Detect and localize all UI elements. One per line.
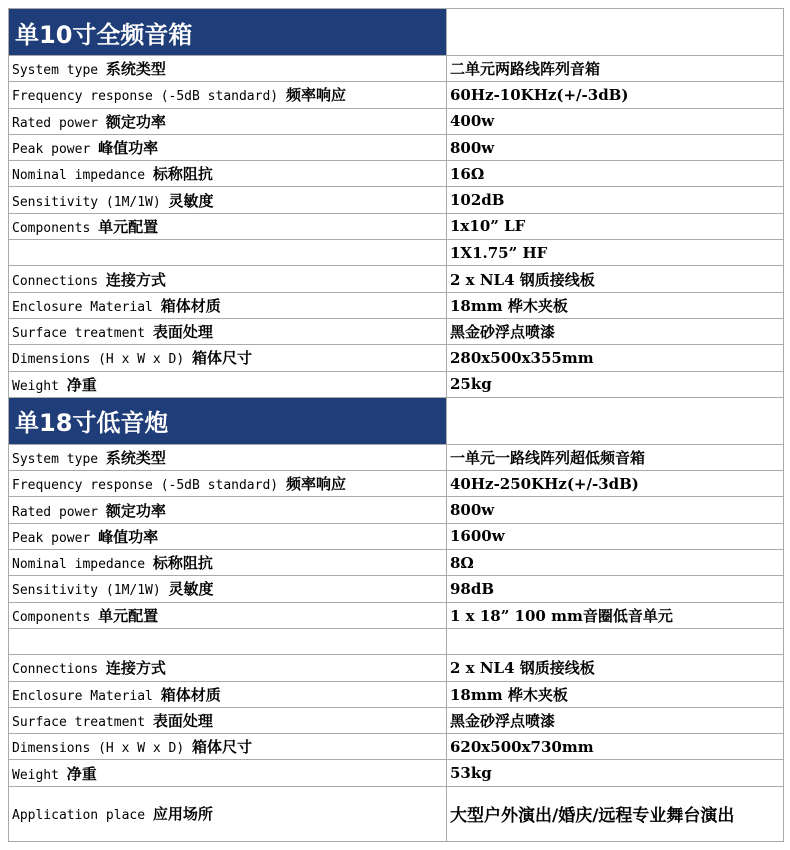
spec-label-cn: 标称阻抗 bbox=[152, 165, 213, 184]
spec-label-cn: 连接方式 bbox=[105, 659, 166, 678]
spec-row bbox=[9, 471, 784, 497]
spec-row bbox=[9, 56, 784, 82]
spec-label-cn: 系统类型 bbox=[105, 449, 166, 467]
spec-value: 98dB bbox=[447, 576, 784, 602]
spec-value: 620x500x730mm bbox=[447, 734, 784, 760]
spec-row bbox=[9, 655, 784, 681]
spec-row bbox=[9, 82, 784, 108]
spec-row bbox=[9, 497, 784, 523]
spec-label-cn: 应用场所 bbox=[152, 805, 213, 824]
spec-value bbox=[447, 628, 784, 654]
spec-label-en: Surface treatment bbox=[12, 714, 153, 730]
spec-label-cn: 表面处理 bbox=[152, 323, 213, 342]
section-title: 单10寸全频音箱 bbox=[9, 9, 447, 56]
spec-row bbox=[9, 786, 784, 841]
spec-label-en: Frequency response (-5dB standard) bbox=[12, 89, 286, 105]
spec-value: 18mm 桦木夹板 bbox=[447, 292, 784, 318]
spec-label-cn: 表面处理 bbox=[152, 711, 213, 730]
spec-row bbox=[9, 187, 784, 213]
spec-row bbox=[9, 292, 784, 318]
spec-row bbox=[9, 318, 784, 344]
spec-label bbox=[9, 108, 447, 134]
spec-label bbox=[9, 681, 447, 707]
spec-row bbox=[9, 213, 784, 239]
spec-label-en: Components bbox=[12, 609, 99, 625]
spec-value: 黑金砂浮点喷漆 bbox=[447, 707, 784, 733]
spec-label-en: Rated power bbox=[12, 504, 106, 520]
spec-row bbox=[9, 371, 784, 397]
spec-label-en: Enclosure Material bbox=[12, 299, 161, 315]
spec-label bbox=[9, 523, 447, 549]
spec-row bbox=[9, 161, 784, 187]
spec-row bbox=[9, 550, 784, 576]
spec-value: 1600w bbox=[447, 523, 784, 549]
spec-value: 16Ω bbox=[447, 161, 784, 187]
spec-row bbox=[9, 602, 784, 628]
spec-label bbox=[9, 576, 447, 602]
spec-label bbox=[9, 371, 447, 397]
spec-value: 1x10” LF bbox=[447, 213, 784, 239]
spec-row bbox=[9, 134, 784, 160]
spec-value: 2 x NL4 钢质接线板 bbox=[447, 266, 784, 292]
spec-value: 25kg bbox=[447, 371, 784, 397]
spec-label bbox=[9, 550, 447, 576]
spec-row bbox=[9, 760, 784, 786]
spec-label bbox=[9, 213, 447, 239]
spec-value: 一单元一路线阵列超低频音箱 bbox=[447, 444, 784, 470]
section-header-blank bbox=[447, 397, 784, 444]
spec-label bbox=[9, 707, 447, 733]
spec-label-cn: 箱体材质 bbox=[160, 296, 221, 315]
spec-label bbox=[9, 240, 447, 266]
spec-label-cn: 净重 bbox=[66, 375, 97, 394]
spec-value: 280x500x355mm bbox=[447, 345, 784, 371]
spec-label bbox=[9, 602, 447, 628]
spec-label-cn: 灵敏度 bbox=[168, 580, 214, 599]
spec-row bbox=[9, 707, 784, 733]
spec-value: 2 x NL4 钢质接线板 bbox=[447, 655, 784, 681]
spec-label-en: Weight bbox=[12, 767, 67, 783]
spec-table-body bbox=[9, 9, 784, 842]
spec-label-en: Weight bbox=[12, 378, 67, 394]
spec-value: 800w bbox=[447, 134, 784, 160]
spec-value: 60Hz-10KHz(+/-3dB) bbox=[447, 82, 784, 108]
spec-label-cn: 峰值功率 bbox=[98, 527, 159, 546]
spec-label-cn: 频率响应 bbox=[285, 475, 346, 494]
spec-label-en: Enclosure Material bbox=[12, 688, 161, 704]
spec-value: 53kg bbox=[447, 760, 784, 786]
spec-value: 黑金砂浮点喷漆 bbox=[447, 318, 784, 344]
section-header bbox=[9, 9, 784, 56]
spec-label-en: Surface treatment bbox=[12, 326, 153, 342]
spec-label bbox=[9, 345, 447, 371]
section-header-blank bbox=[447, 9, 784, 56]
spec-label-en: Sensitivity (1M/1W) bbox=[12, 583, 169, 599]
spec-label-en: Frequency response (-5dB standard) bbox=[12, 478, 286, 494]
spec-value: 40Hz-250KHz(+/-3dB) bbox=[447, 471, 784, 497]
spec-label-en: Peak power bbox=[12, 530, 99, 546]
spec-row bbox=[9, 444, 784, 470]
spec-label-cn: 箱体材质 bbox=[160, 685, 221, 704]
spec-label-cn: 额定功率 bbox=[105, 501, 166, 520]
spec-value: 1 x 18” 100 mm音圈低音单元 bbox=[447, 602, 784, 628]
spec-label-en: Rated power bbox=[12, 115, 106, 131]
spec-label bbox=[9, 187, 447, 213]
spec-label-cn: 频率响应 bbox=[285, 86, 346, 105]
spec-label-cn: 连接方式 bbox=[105, 270, 166, 289]
spec-value: 400w bbox=[447, 108, 784, 134]
spec-label-cn: 净重 bbox=[66, 764, 97, 783]
spec-label bbox=[9, 318, 447, 344]
spec-row bbox=[9, 576, 784, 602]
spec-table bbox=[8, 8, 784, 842]
spec-label bbox=[9, 734, 447, 760]
spec-label bbox=[9, 655, 447, 681]
spec-row bbox=[9, 523, 784, 549]
spec-label-cn: 峰值功率 bbox=[98, 139, 159, 158]
spec-label-en: Connections bbox=[12, 662, 106, 678]
section-header bbox=[9, 397, 784, 444]
section-title: 单18寸低音炮 bbox=[9, 397, 447, 444]
spec-value: 大型户外演出/婚庆/远程专业舞台演出 bbox=[447, 786, 784, 841]
spec-row bbox=[9, 734, 784, 760]
spec-label bbox=[9, 786, 447, 841]
spec-label bbox=[9, 266, 447, 292]
spec-label bbox=[9, 134, 447, 160]
spec-label-en: Application place bbox=[12, 808, 153, 824]
spec-label-en: Connections bbox=[12, 273, 106, 289]
spec-label-en: System type bbox=[12, 452, 106, 467]
spec-row bbox=[9, 266, 784, 292]
spec-row bbox=[9, 681, 784, 707]
spec-value: 1X1.75” HF bbox=[447, 240, 784, 266]
spec-label-cn: 系统类型 bbox=[105, 60, 166, 79]
spec-label bbox=[9, 292, 447, 318]
spec-label bbox=[9, 444, 447, 470]
spec-label-cn: 箱体尺寸 bbox=[192, 349, 253, 368]
spec-value: 二单元两路线阵列音箱 bbox=[447, 56, 784, 82]
spec-label bbox=[9, 161, 447, 187]
spec-label-en: Sensitivity (1M/1W) bbox=[12, 194, 169, 210]
spec-label-en: System type bbox=[12, 63, 106, 79]
spec-label-cn: 单元配置 bbox=[98, 606, 159, 625]
spec-row bbox=[9, 628, 784, 654]
spec-label bbox=[9, 760, 447, 786]
spec-row bbox=[9, 240, 784, 266]
spec-label-en: Components bbox=[12, 220, 99, 236]
spec-label-cn: 箱体尺寸 bbox=[192, 738, 253, 757]
spec-label-en: Dimensions (H x W x D) bbox=[12, 352, 193, 368]
spec-value: 18mm 桦木夹板 bbox=[447, 681, 784, 707]
spec-value: 8Ω bbox=[447, 550, 784, 576]
spec-label-cn: 标称阻抗 bbox=[152, 554, 213, 573]
spec-label bbox=[9, 628, 447, 654]
spec-label bbox=[9, 497, 447, 523]
spec-row bbox=[9, 108, 784, 134]
spec-label-en: Nominal impedance bbox=[12, 168, 153, 184]
spec-label-cn: 灵敏度 bbox=[168, 191, 214, 210]
spec-label-cn: 额定功率 bbox=[105, 112, 166, 131]
spec-label bbox=[9, 82, 447, 108]
spec-label bbox=[9, 471, 447, 497]
spec-label-en: Nominal impedance bbox=[12, 557, 153, 573]
spec-label-cn: 单元配置 bbox=[98, 217, 159, 236]
spec-label-en: Dimensions (H x W x D) bbox=[12, 741, 193, 757]
spec-label bbox=[9, 56, 447, 82]
spec-value: 800w bbox=[447, 497, 784, 523]
spec-value: 102dB bbox=[447, 187, 784, 213]
spec-row bbox=[9, 345, 784, 371]
spec-label-en: Peak power bbox=[12, 142, 99, 158]
